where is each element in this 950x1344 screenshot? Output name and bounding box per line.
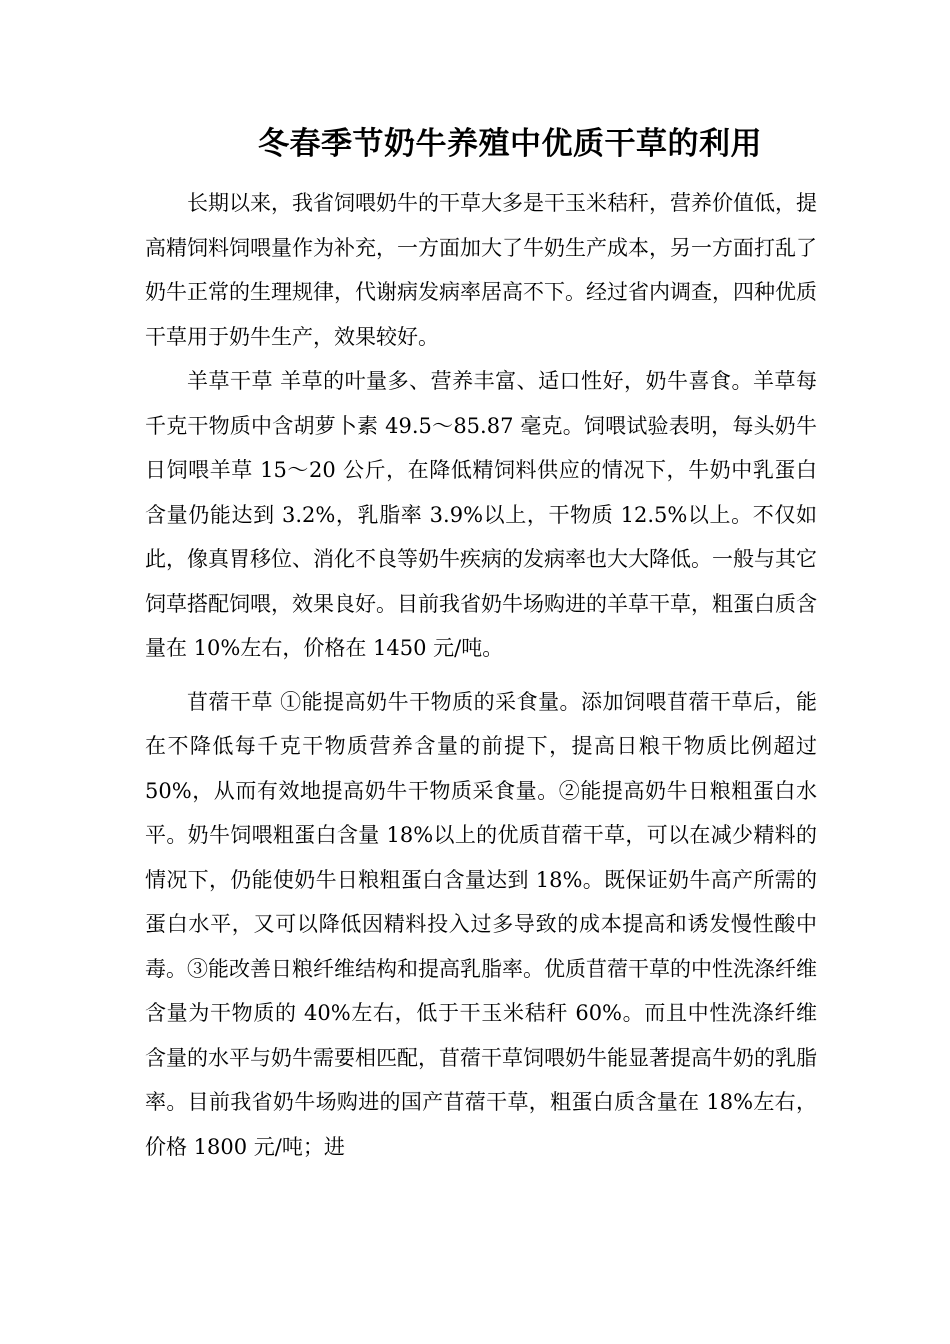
document-title: 冬春季节奶牛养殖中优质干草的利用 xyxy=(258,126,762,162)
paragraph-alfalfa-hay: 苜蓿干草 ①能提高奶牛干物质的采食量。添加饲喂苜蓿干草后，能在不降低每千克干物质营养含量的前提下，提高日粮干物质比例超过 50%，从而有效地提高奶牛干物质采食量。②能提高奶牛日粮粗蛋白水平。奶牛饲喂粗蛋白含量 18%以上的优质苜蓿干草，可以在减少精料的情况下，仍能使奶牛日粮粗蛋白含量达到 18%。既保证奶牛高产所需的蛋白水平，又可以降低因精料投入过多导致的成本提高和诱发慢性酸中毒。③能改善日粮纤维结构和提高乳脂率。优质苜蓿干草的中性洗涤纤维含量为干物质的 40%左右，低于干玉米秸秆 60%。而且中性洗涤纤维含量的水平与奶牛需要相匹配，苜蓿干草饲喂奶牛能显著提高牛奶的乳脂率。目前我省奶牛场购进的国产苜蓿干草，粗蛋白质含量在 18%左右，价格 1800 元/吨；进 xyxy=(145,689,817,1159)
paragraph-leymus-hay: 羊草干草 羊草的叶量多、营养丰富、适口性好，奶牛喜食。羊草每千克干物质中含胡萝卜素 49.5～85.87 毫克。饲喂试验表明，每头奶牛日饲喂羊草 15～20 公斤，在降低精饲料供应的情况下，牛奶中乳蛋白含量仍能达到 3.2%，乳脂率 3.9%以上，干物质 12.5%以上。不仅如此，像真胃移位、消化不良等奶牛疾病的发病率也大大降低。一般与其它饲草搭配饲喂，效果良好。目前我省奶牛场购进的羊草干草，粗蛋白质含量在 10%左右，价格在 1450 元/吨。 xyxy=(145,369,817,660)
document-body xyxy=(145,181,817,1169)
paragraph-intro: 长期以来，我省饲喂奶牛的干草大多是干玉米秸秆，营养价值低，提高精饲料饲喂量作为补充，一方面加大了牛奶生产成本，另一方面打乱了奶牛正常的生理规律，代谢病发病率居高不下。经过省内调查，四种优质干草用于奶牛生产，效果较好。 xyxy=(145,191,817,349)
